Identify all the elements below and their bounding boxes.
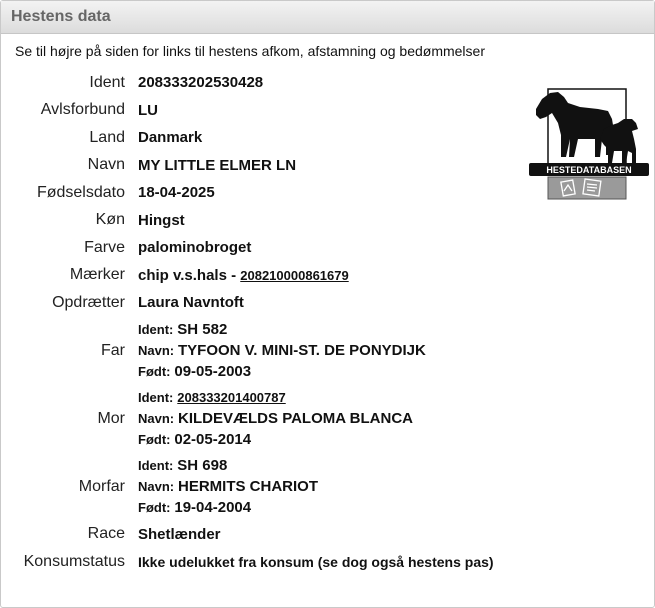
row-race xyxy=(1,521,494,549)
row-konsumstatus xyxy=(1,548,494,576)
label-konsumstatus: Konsumstatus xyxy=(23,552,125,570)
value-fodselsdato: 18-04-2025 xyxy=(138,184,215,202)
row-maerker xyxy=(1,262,494,290)
morfar-fodt: 19-04-2004 xyxy=(174,499,252,516)
mor-ident-key: Ident: xyxy=(138,390,174,405)
row-land xyxy=(1,124,494,152)
label-opdraetter: Opdrætter xyxy=(52,293,125,311)
value-farve: palominobroget xyxy=(138,239,252,257)
horse-data-table xyxy=(1,69,494,576)
maerker-text: chip v.s.hals - xyxy=(138,266,241,284)
value-navn: MY LITTLE ELMER LN xyxy=(138,156,297,174)
row-farve xyxy=(1,234,494,262)
mor-navn: KILDEVÆLDS PALOMA BLANCA xyxy=(178,410,414,427)
label-fodselsdato: Fødselsdato xyxy=(36,183,125,201)
value-kon: Hingst xyxy=(138,211,185,229)
row-mor xyxy=(1,385,494,453)
mor-ident-link[interactable]: 208333201400787 xyxy=(177,390,286,405)
chip-number-link[interactable]: 208210000861679 xyxy=(240,267,349,283)
value-konsumstatus: Ikke udelukket fra konsum (se dog også hestens pas) xyxy=(138,553,494,570)
row-fodselsdato xyxy=(1,179,494,207)
far-ident-key: Ident: xyxy=(138,322,174,337)
label-land: Land xyxy=(89,128,125,146)
label-avlsforbund: Avlsforbund xyxy=(40,101,125,119)
row-navn xyxy=(1,152,494,180)
mor-navn-key: Navn: xyxy=(138,411,175,426)
label-far: Far xyxy=(101,341,125,359)
value-race: Shetlænder xyxy=(138,525,221,543)
row-morfar xyxy=(1,453,494,521)
morfar-ident: SH 698 xyxy=(177,457,228,474)
morfar-ident-key: Ident: xyxy=(138,458,174,473)
logo-text: HESTEDATABASEN xyxy=(546,165,632,175)
morfar-navn: HERMITS CHARIOT xyxy=(178,478,319,495)
far-details xyxy=(138,317,494,385)
row-opdraetter xyxy=(1,289,494,317)
row-far xyxy=(1,317,494,385)
value-maerker xyxy=(138,262,494,290)
mor-fodt-key: Født: xyxy=(138,432,171,447)
value-opdraetter: Laura Navntoft xyxy=(138,294,244,312)
label-kon: Køn xyxy=(95,211,125,229)
far-navn: TYFOON V. MINI-ST. DE PONYDIJK xyxy=(178,342,426,359)
morfar-fodt-key: Født: xyxy=(138,500,171,515)
value-land: Danmark xyxy=(138,129,203,147)
value-ident: 208333202530428 xyxy=(138,74,264,92)
mor-fodt: 02-05-2014 xyxy=(174,431,252,448)
panel-title: Hestens data xyxy=(1,1,654,34)
label-navn: Navn xyxy=(87,156,125,174)
label-morfar: Morfar xyxy=(78,477,125,495)
label-race: Race xyxy=(87,525,125,543)
value-avlsforbund: LU xyxy=(138,101,158,119)
far-ident: SH 582 xyxy=(177,321,228,338)
label-maerker: Mærker xyxy=(69,266,125,284)
far-navn-key: Navn: xyxy=(138,343,175,358)
label-mor: Mor xyxy=(97,409,125,427)
row-kon xyxy=(1,207,494,235)
hestedatabasen-logo[interactable] xyxy=(528,79,650,203)
row-ident xyxy=(1,69,494,97)
intro-text: Se til højre på siden for links til hestens afkom, afstamning og bedømmelser xyxy=(15,43,485,59)
mor-details xyxy=(138,385,494,453)
label-ident: Ident xyxy=(89,73,125,91)
far-fodt: 09-05-2003 xyxy=(174,363,252,380)
far-fodt-key: Født: xyxy=(138,364,171,379)
morfar-details xyxy=(138,453,494,521)
row-avlsforbund xyxy=(1,97,494,125)
label-farve: Farve xyxy=(84,238,125,256)
morfar-navn-key: Navn: xyxy=(138,479,175,494)
